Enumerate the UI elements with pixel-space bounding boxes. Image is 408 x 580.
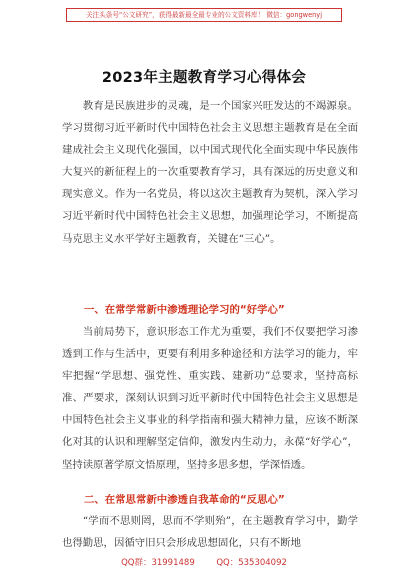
section-heading-1: 一、在常学常新中渗透理论学习的“好学心” (84, 304, 285, 316)
promo-banner: 关注头条号“公文研究”，获得最新最全最专业的公文资料库！ 微信：gongwenyj (66, 8, 342, 22)
paragraph-section-2: “学而不思则罔，思而不学则殆”，在主题教育学习中，勤学也得勤思，因循守旧只会形成思想固化，只有不断地 (62, 515, 358, 550)
footer-contact: QQ群：31991489 QQ：535304092 (121, 558, 287, 568)
paragraph-section-1: 当前局势下，意识形态工作尤为重要，我们不仅要把学习渗透到工作与生活中，更要有利用多种途径和方法学习的能力，牢牢把握“学思想、强党性、重实践、建新功”总要求，坚持高标准、严要求，深刻认识到习近平新时代中国特色社会主义思想是中国特色社会主义事业的科学指南和强大精神力量，应该不断深化对其的认识和理解坚定信仰，激发内生动力，永葆“好学心”，坚持读原著学原文悟原理，坚持多思多想，学深悟透。 (62, 326, 358, 471)
section-heading-2: 二、在常思常新中渗透自我革命的“反思心” (84, 494, 285, 506)
paragraph-intro: 教育是民族进步的灵魂，是一个国家兴旺发达的不竭源泉。学习贯彻习近平新时代中国特色社会主义思想主题教育是在全面建成社会主义现代化强国，以中国式现代化全面实现中华民族伟大复兴的新征程上的一次重要教育学习，具有深远的历史意义和现实意义。作为一名党员，将以这次主题教育为契机，深入学习习近平新时代中国特色社会主义思想，加强理论学习，不断提高马克思主义水平学好主题教育，关键在“三心”。 (62, 100, 358, 245)
document-title: 2023年主题教育学习心得体会 (101, 70, 307, 86)
